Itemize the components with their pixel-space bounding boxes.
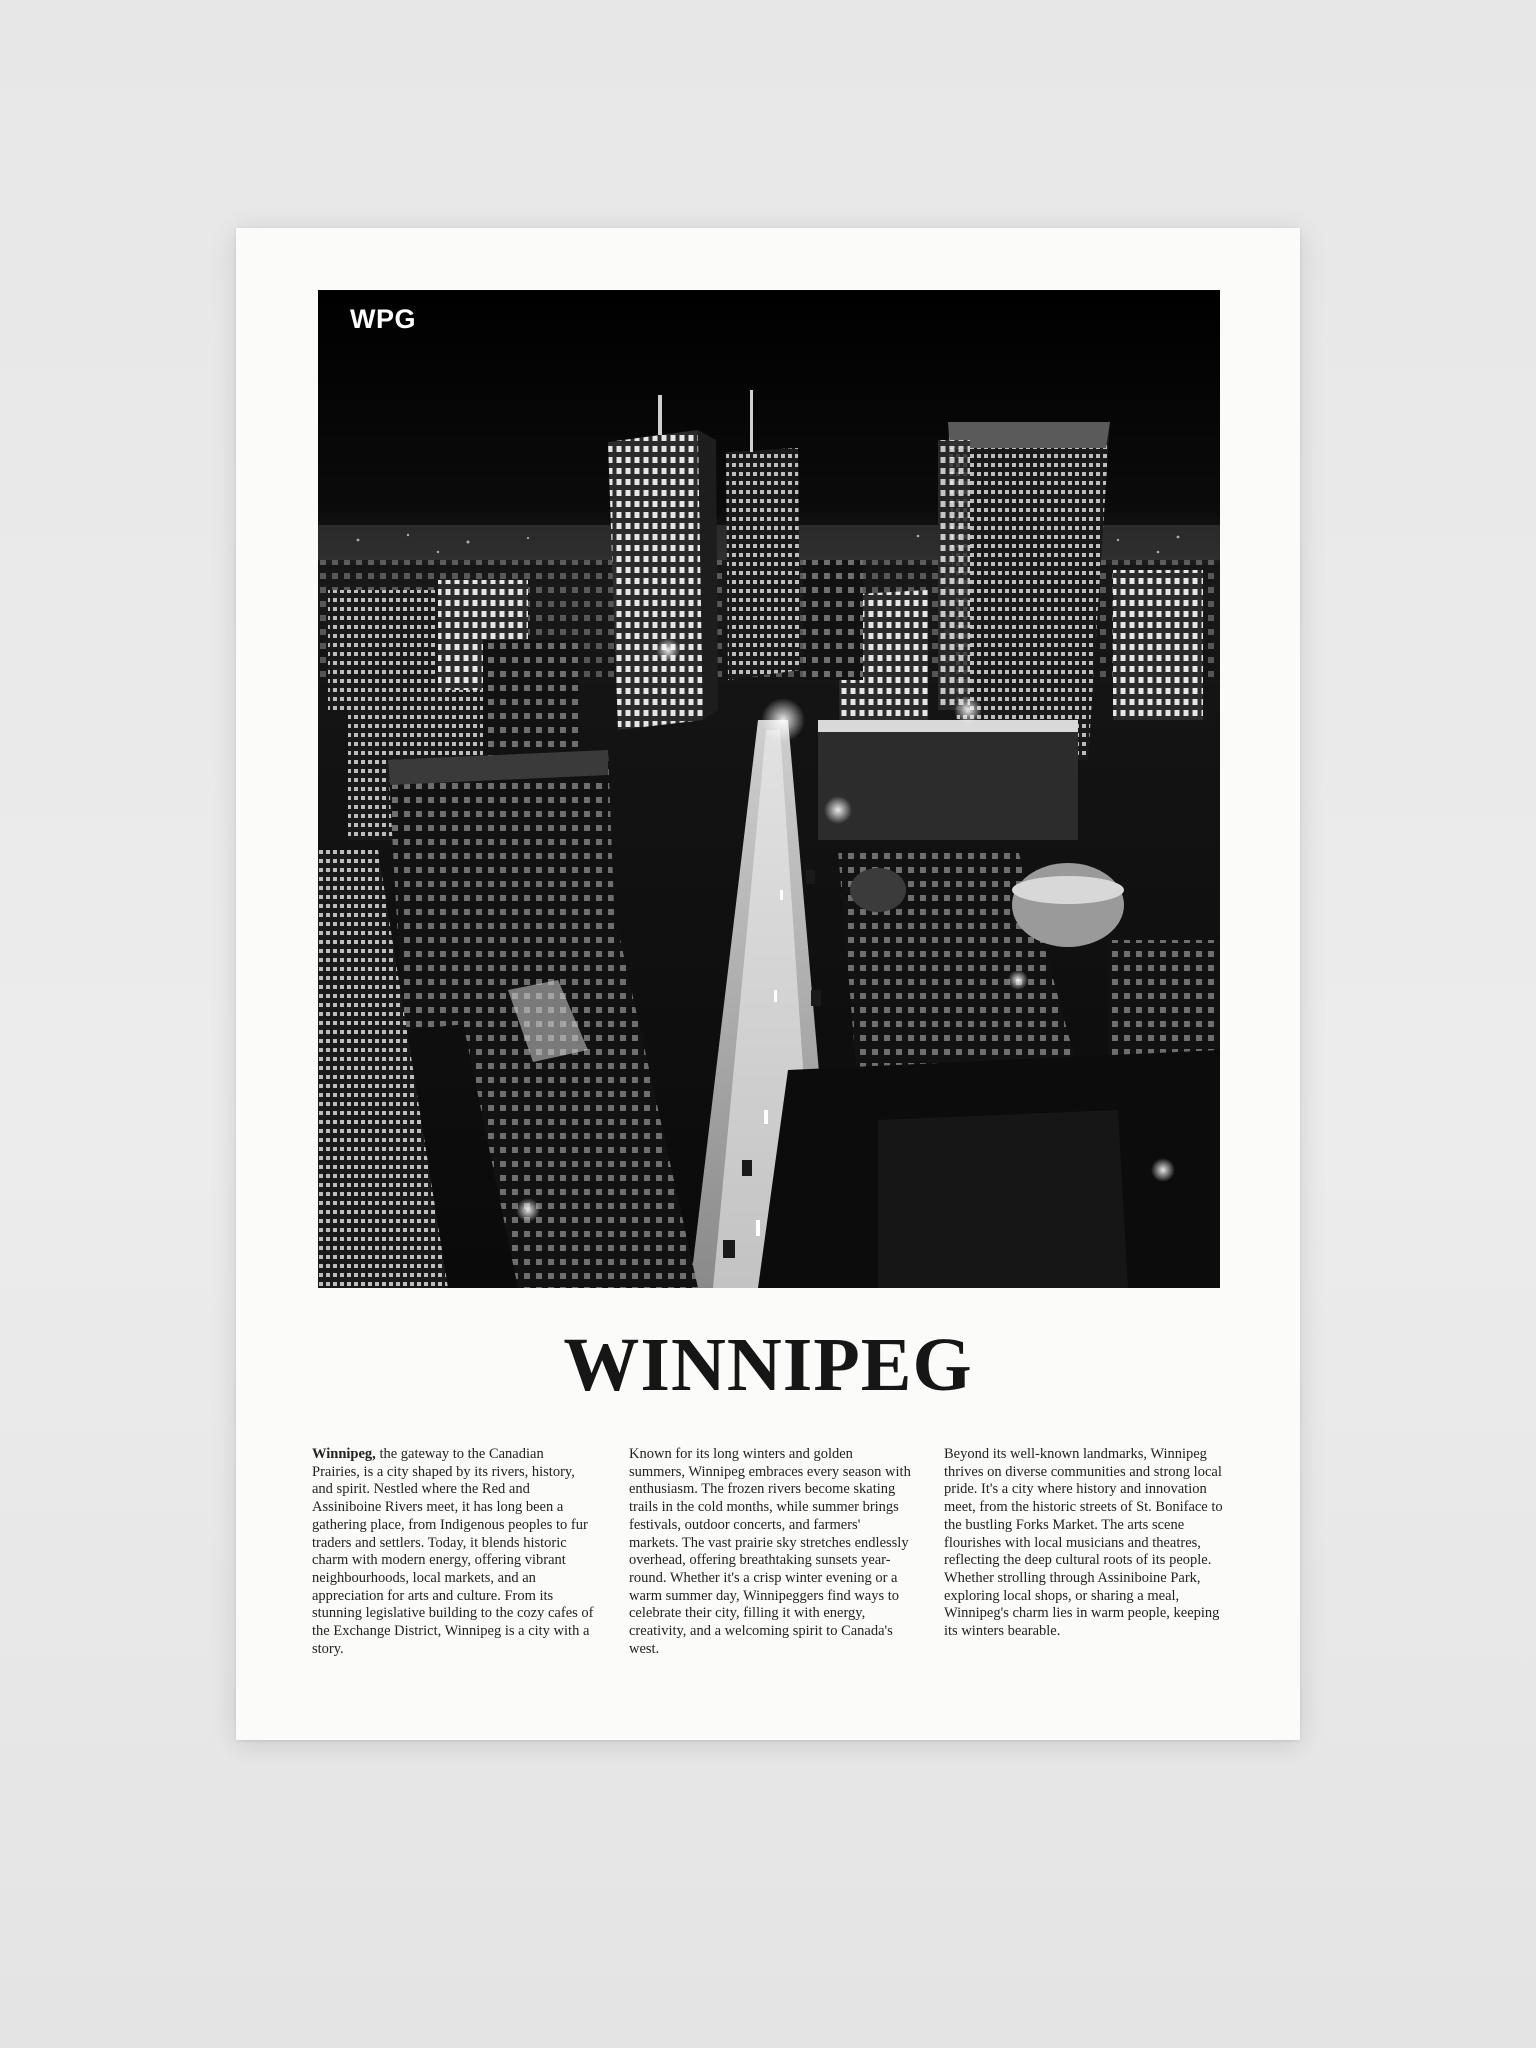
column-3-text: Beyond its well-known landmarks, Winnipeg thrives on diverse communities and strong local pride. It's a city where history and innovation meet, from the historic streets of St. Boniface to the bustling Forks Market. The arts scene flourishes with local musicians and theatres, reflecting the deep cultural roots of its people. Whether strolling through Assiniboine Park, exploring local shops, or sharing a meal, Winnipeg's charm lies in warm people, keeping its winters bearable.	[944, 1446, 1223, 1640]
body-column-2	[629, 1446, 911, 1658]
photo-tag: WPG	[350, 304, 416, 334]
lead-word: Winnipeg,	[312, 1446, 376, 1462]
poster-title: WINNIPEG	[563, 1323, 973, 1407]
column-2-text: Known for its long winters and golden summers, Winnipeg embraces every season with enthusiasm. The frozen rivers become skating trails in the cold months, while summer brings festivals, outdoor concerts, and farmers' markets. The vast prairie sky stretches endlessly overhead, offering breathtaking sunsets year-round. Whether it's a crisp winter evening or a warm summer day, Winnipeggers find ways to celebrate their city, filling it with energy, creativity, and a welcoming spirit to Canada's west.	[629, 1446, 911, 1657]
body-column-1	[312, 1446, 594, 1658]
column-1-text: the gateway to the Canadian Prairies, is a city shaped by its rivers, history, and spirit. Nestled where the Red and Assiniboine Rivers meet, it has long been a gathering place, from Indigenous peoples to fur traders and settlers. Today, it blends historic charm with modern energy, offering vibrant neighbourhoods, local markets, and an appreciation for arts and culture. From its stunning legislative building to the cozy cafes of the Exchange District, Winnipeg is a city with a story.	[312, 1446, 594, 1657]
body-column-3	[944, 1446, 1226, 1641]
poster	[236, 228, 1300, 1740]
city-night-photo	[318, 290, 1220, 1288]
city-skyline-illustration	[318, 290, 1220, 1288]
